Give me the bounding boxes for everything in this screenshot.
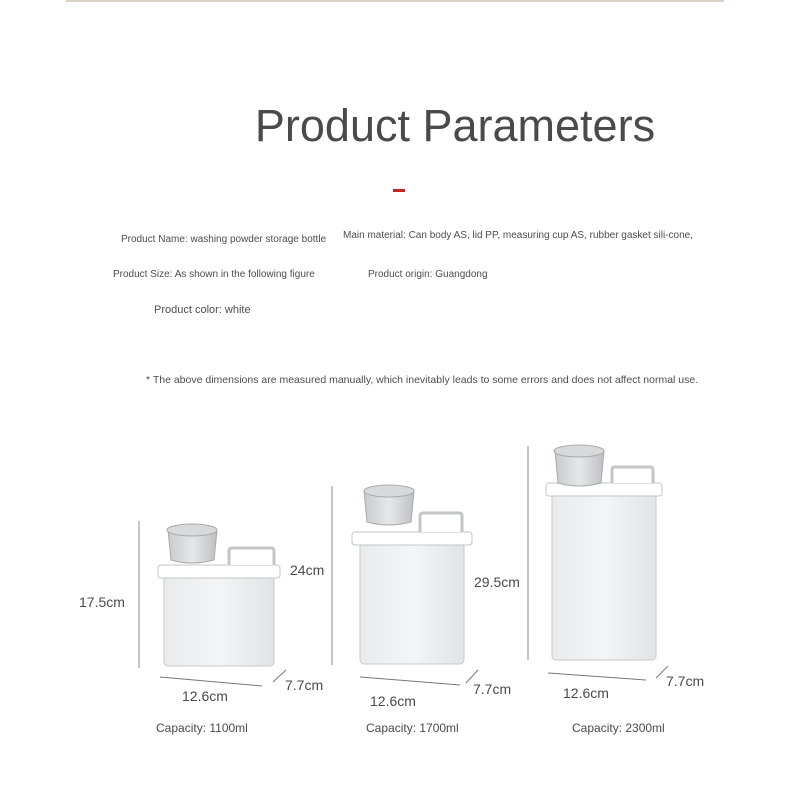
bottle1-height-label: 17.5cm bbox=[79, 594, 125, 610]
bottle3-depth-label: 7.7cm bbox=[666, 673, 705, 689]
bottle2-depth-label: 7.7cm bbox=[473, 681, 512, 697]
bottle-large bbox=[528, 445, 668, 680]
bottle1-width-label: 12.6cm bbox=[182, 688, 228, 704]
bottle-small bbox=[139, 521, 286, 686]
param-product-name: Product Name: washing powder storage bottle bbox=[121, 234, 327, 245]
bottle2-capacity: Capacity: 1700ml bbox=[366, 721, 459, 735]
bottle2-width-label: 12.6cm bbox=[370, 693, 416, 709]
param-main-material: Main material: Can body AS, lid PP, measuring cup AS, rubber gasket sili-cone, bbox=[343, 230, 693, 241]
bottle1-total-height-label: 24cm bbox=[290, 562, 325, 578]
param-product-color: Product color: white bbox=[154, 304, 251, 316]
param-product-origin: Product origin: Guangdong bbox=[368, 269, 488, 280]
param-product-size: Product Size: As shown in the following figure bbox=[113, 269, 315, 280]
page-title: Product Parameters bbox=[254, 100, 656, 151]
measurement-note: * The above dimensions are measured manually, which inevitably leads to some errors and does not affect normal use. bbox=[146, 374, 699, 386]
bottle2-total-height-label: 29.5cm bbox=[474, 574, 520, 590]
bottle3-capacity: Capacity: 2300ml bbox=[572, 721, 665, 735]
bottle3-width-label: 12.6cm bbox=[563, 685, 609, 701]
bottle1-depth-label: 7.7cm bbox=[285, 677, 324, 693]
bottle1-capacity: Capacity: 1100ml bbox=[156, 721, 248, 735]
bottle-medium bbox=[332, 485, 478, 685]
